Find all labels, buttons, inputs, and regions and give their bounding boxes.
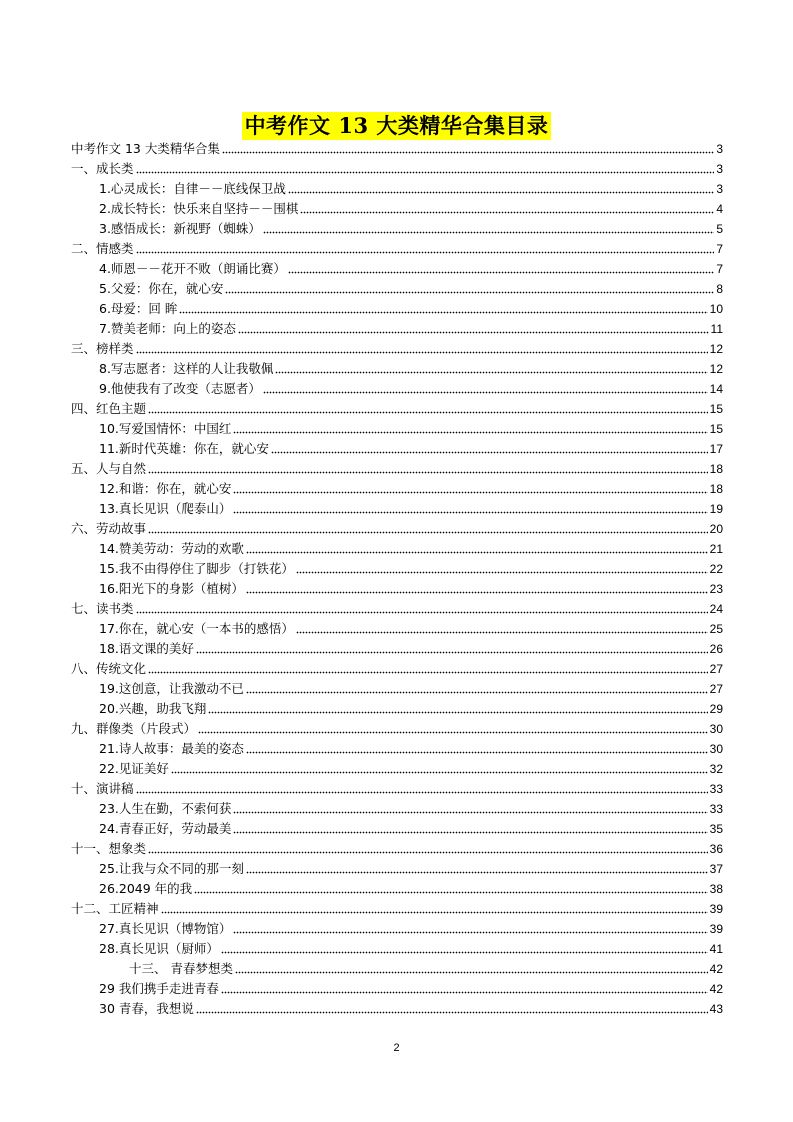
toc-entry-page[interactable]: 5 <box>716 222 723 236</box>
toc-entry-page[interactable]: 14 <box>709 382 723 396</box>
toc-entry[interactable] <box>71 639 723 659</box>
toc-entry[interactable] <box>71 299 723 319</box>
dot-leader <box>196 1008 708 1014</box>
toc-entry[interactable] <box>71 919 723 939</box>
toc-entry-title[interactable]: 9.他使我有了改变（志愿者） <box>99 381 261 396</box>
toc-entry-page[interactable]: 12 <box>709 342 723 356</box>
toc-entry[interactable] <box>71 779 723 799</box>
toc-entry[interactable] <box>71 199 723 219</box>
toc-entry-page[interactable]: 36 <box>709 842 723 856</box>
dot-leader <box>288 268 714 274</box>
dot-leader <box>171 768 708 774</box>
dot-leader <box>233 428 707 434</box>
toc-entry[interactable] <box>71 579 723 599</box>
toc-entry-page[interactable]: 18 <box>709 482 723 496</box>
toc-entry-title[interactable]: 16.阳光下的身影（植树） <box>99 581 244 596</box>
document-title: 中考作文 13 大类精华合集目录 <box>242 112 552 140</box>
toc-entry[interactable] <box>71 979 723 999</box>
toc-entry[interactable] <box>71 799 723 819</box>
toc-entry-page[interactable]: 11 <box>710 322 723 336</box>
toc-entry-title[interactable]: 25.让我与众不同的那一刻 <box>99 861 244 876</box>
toc-entry[interactable] <box>71 399 723 419</box>
toc-entry-page[interactable]: 27 <box>709 662 723 676</box>
toc-entry-page[interactable]: 7 <box>716 242 723 256</box>
toc-entry[interactable] <box>71 319 723 339</box>
toc-entry[interactable] <box>71 939 723 959</box>
toc-entry-title[interactable]: 七、读书类 <box>71 601 134 616</box>
toc-entry[interactable] <box>71 219 723 239</box>
toc-entry-title[interactable]: 17.你在，就心安（一本书的感悟） <box>99 621 294 636</box>
toc-entry-page[interactable]: 35 <box>709 822 723 836</box>
dot-leader <box>233 928 707 934</box>
dot-leader <box>300 208 714 214</box>
dot-leader <box>246 688 708 694</box>
toc-entry[interactable] <box>71 839 723 859</box>
toc-entry-title[interactable]: 3.感悟成长：新视野（蜘蛛） <box>99 221 261 236</box>
dot-leader <box>136 608 708 614</box>
dot-leader <box>233 808 707 814</box>
toc-entry-page[interactable]: 24 <box>709 602 723 616</box>
dot-leader <box>288 188 714 194</box>
toc-entry-title[interactable]: 三、榜样类 <box>71 341 134 356</box>
toc-entry[interactable] <box>71 679 723 699</box>
dot-leader <box>246 548 708 554</box>
toc-entry-page[interactable]: 8 <box>716 282 723 296</box>
toc-entry-page[interactable]: 38 <box>709 882 723 896</box>
toc-entry[interactable] <box>71 159 723 179</box>
toc-entry-page[interactable]: 12 <box>709 362 723 376</box>
toc-entry-page[interactable]: 39 <box>709 902 723 916</box>
table-of-contents <box>71 139 723 1019</box>
toc-entry[interactable] <box>71 179 723 199</box>
toc-entry[interactable] <box>71 439 723 459</box>
toc-entry-title[interactable]: 15.我不由得停住了脚步（打铁花） <box>99 561 294 576</box>
dot-leader <box>148 668 708 674</box>
dot-leader <box>225 288 714 294</box>
toc-entry-title[interactable]: 5.父爱：你在，就心安 <box>99 281 224 296</box>
dot-leader <box>275 368 707 374</box>
dot-leader <box>233 488 707 494</box>
toc-entry-page[interactable]: 39 <box>709 922 723 936</box>
toc-entry-page[interactable]: 22 <box>709 562 723 576</box>
toc-entry-title[interactable]: 7.赞美老师：向上的姿态 <box>99 321 236 336</box>
dot-leader <box>246 588 708 594</box>
toc-entry[interactable] <box>71 259 723 279</box>
toc-entry-title[interactable]: 27.真长见识（博物馆） <box>99 921 232 936</box>
toc-entry-title[interactable]: 19.这创意，让我激动不已 <box>99 681 244 696</box>
toc-entry[interactable] <box>71 539 723 559</box>
dot-leader <box>233 828 707 834</box>
toc-entry-title[interactable]: 30 青春，我想说 <box>99 1001 194 1016</box>
toc-entry-page[interactable]: 3 <box>716 142 723 156</box>
dot-leader <box>263 228 714 234</box>
toc-entry-page[interactable]: 27 <box>709 682 723 696</box>
toc-entry-page[interactable]: 43 <box>709 1002 723 1016</box>
toc-entry-title[interactable]: 四、红色主题 <box>71 401 147 416</box>
dot-leader <box>222 148 714 154</box>
toc-entry-page[interactable]: 23 <box>709 582 723 596</box>
dot-leader <box>179 308 707 314</box>
toc-entry-title[interactable]: 6.母爱：回 眸 <box>99 301 178 316</box>
toc-entry[interactable] <box>71 519 723 539</box>
toc-entry[interactable] <box>71 139 723 159</box>
toc-entry-page[interactable]: 41 <box>709 942 723 956</box>
toc-entry-page[interactable]: 4 <box>716 202 723 216</box>
toc-entry-title[interactable]: 28.真长见识（厨师） <box>99 941 219 956</box>
toc-entry[interactable] <box>71 879 723 899</box>
toc-entry[interactable] <box>71 719 723 739</box>
toc-entry-page[interactable]: 42 <box>709 962 723 976</box>
dot-leader <box>221 988 708 994</box>
dot-leader <box>233 508 707 514</box>
toc-entry-title[interactable]: 十、演讲稿 <box>71 781 134 796</box>
page-number: 2 <box>393 1042 400 1054</box>
dot-leader <box>271 448 708 454</box>
toc-entry[interactable] <box>71 599 723 619</box>
toc-entry-title[interactable]: 1.心灵成长：自律－－底线保卫战 <box>99 181 286 196</box>
toc-entry[interactable] <box>71 899 723 919</box>
toc-entry-title[interactable]: 29 我们携手走进青春 <box>99 981 219 996</box>
toc-entry-title[interactable]: 九、群像类（片段式） <box>71 721 197 736</box>
dot-leader <box>148 848 708 854</box>
toc-entry-title[interactable]: 十一、想象类 <box>71 841 147 856</box>
toc-entry[interactable] <box>71 819 723 839</box>
toc-entry-title[interactable]: 14.赞美劳动：劳动的欢歌 <box>99 541 244 556</box>
toc-entry-title[interactable]: 18.语文课的美好 <box>99 641 194 656</box>
toc-entry-title[interactable]: 十二、工匠精神 <box>71 901 159 916</box>
toc-entry-title[interactable]: 2.成长特长：快乐来自坚持－－围棋 <box>99 201 299 216</box>
toc-entry-page[interactable]: 20 <box>709 522 723 536</box>
toc-entry-title[interactable]: 26.2049 年的我 <box>99 881 193 896</box>
toc-entry-page[interactable]: 33 <box>709 782 723 796</box>
dot-leader <box>263 388 708 394</box>
toc-entry-page[interactable]: 7 <box>716 262 723 276</box>
dot-leader <box>296 628 708 634</box>
toc-entry[interactable] <box>71 479 723 499</box>
dot-leader <box>148 528 708 534</box>
dot-leader <box>198 728 708 734</box>
toc-entry[interactable] <box>71 499 723 519</box>
toc-entry-title[interactable]: 11.新时代英雄：你在，就心安 <box>99 441 269 456</box>
toc-entry-title[interactable]: 五、人与自然 <box>71 461 147 476</box>
toc-entry-page[interactable]: 26 <box>709 642 723 656</box>
toc-entry[interactable] <box>71 419 723 439</box>
dot-leader <box>194 888 707 894</box>
dot-leader <box>161 908 708 914</box>
dot-leader <box>136 168 715 174</box>
toc-entry-page[interactable]: 15 <box>709 402 723 416</box>
toc-entry[interactable] <box>71 459 723 479</box>
dot-leader <box>221 948 708 954</box>
dot-leader <box>148 408 708 414</box>
toc-entry-page[interactable]: 32 <box>709 762 723 776</box>
toc-entry-title[interactable]: 20.兴趣，助我飞翔 <box>99 701 207 716</box>
toc-entry-page[interactable]: 25 <box>709 622 723 636</box>
toc-entry[interactable] <box>71 559 723 579</box>
toc-entry-page[interactable]: 29 <box>709 702 723 716</box>
toc-entry-page[interactable]: 17 <box>709 442 723 456</box>
toc-entry-page[interactable]: 3 <box>716 182 723 196</box>
toc-entry-title[interactable]: 21.诗人故事：最美的姿态 <box>99 741 244 756</box>
toc-entry-title[interactable]: 24.青春正好，劳动最美 <box>99 821 232 836</box>
toc-entry[interactable] <box>71 619 723 639</box>
dot-leader <box>136 348 708 354</box>
toc-entry-page[interactable]: 18 <box>709 462 723 476</box>
dot-leader <box>136 788 708 794</box>
dot-leader <box>208 708 707 714</box>
toc-entry-title[interactable]: 二、情感类 <box>71 241 134 256</box>
toc-entry[interactable] <box>71 279 723 299</box>
dot-leader <box>246 868 708 874</box>
toc-entry-page[interactable]: 30 <box>709 742 723 756</box>
toc-entry-page[interactable]: 21 <box>709 542 723 556</box>
toc-entry[interactable] <box>71 239 723 259</box>
toc-entry-title[interactable]: 一、成长类 <box>71 161 134 176</box>
toc-entry-title[interactable]: 12.和谐：你在，就心安 <box>99 481 232 496</box>
dot-leader <box>235 968 708 974</box>
dot-leader <box>196 648 708 654</box>
dot-leader <box>238 328 709 334</box>
toc-entry[interactable] <box>71 699 723 719</box>
toc-entry-page[interactable]: 15 <box>709 422 723 436</box>
toc-entry[interactable] <box>71 759 723 779</box>
toc-entry-page[interactable]: 10 <box>709 302 723 316</box>
toc-entry-page[interactable]: 19 <box>709 502 723 516</box>
toc-entry-title[interactable]: 8.写志愿者：这样的人让我敬佩 <box>99 361 274 376</box>
toc-entry-title[interactable]: 六、劳动故事 <box>71 521 147 536</box>
toc-entry-title[interactable]: 10.写爱国情怀：中国红 <box>99 421 232 436</box>
dot-leader <box>148 468 708 474</box>
title-wrapper <box>0 112 793 140</box>
toc-entry-title[interactable]: 22.见证美好 <box>99 761 169 776</box>
toc-entry[interactable] <box>71 659 723 679</box>
toc-entry-page[interactable]: 3 <box>716 162 723 176</box>
toc-entry[interactable] <box>71 359 723 379</box>
dot-leader <box>296 568 708 574</box>
toc-entry[interactable] <box>71 859 723 879</box>
toc-entry-title[interactable]: 中考作文 13 大类精华合集 <box>71 141 220 156</box>
toc-entry-page[interactable]: 33 <box>709 802 723 816</box>
toc-entry-page[interactable]: 42 <box>709 982 723 996</box>
toc-entry-title[interactable]: 23.人生在勤，不索何获 <box>99 801 232 816</box>
toc-entry-page[interactable]: 30 <box>709 722 723 736</box>
toc-entry[interactable] <box>71 999 723 1019</box>
toc-entry[interactable] <box>71 959 723 979</box>
toc-entry-title[interactable]: 13.真长见识（爬泰山） <box>99 501 232 516</box>
toc-entry-title[interactable]: 八、传统文化 <box>71 661 147 676</box>
dot-leader <box>246 748 708 754</box>
dot-leader <box>136 248 715 254</box>
toc-entry-title[interactable]: 十三、 青春梦想类 <box>129 961 233 976</box>
toc-entry[interactable] <box>71 339 723 359</box>
toc-entry-title[interactable]: 4.师恩－－花开不败（朗诵比赛） <box>99 261 286 276</box>
toc-entry-page[interactable]: 37 <box>709 862 723 876</box>
toc-entry[interactable] <box>71 379 723 399</box>
toc-entry[interactable] <box>71 739 723 759</box>
